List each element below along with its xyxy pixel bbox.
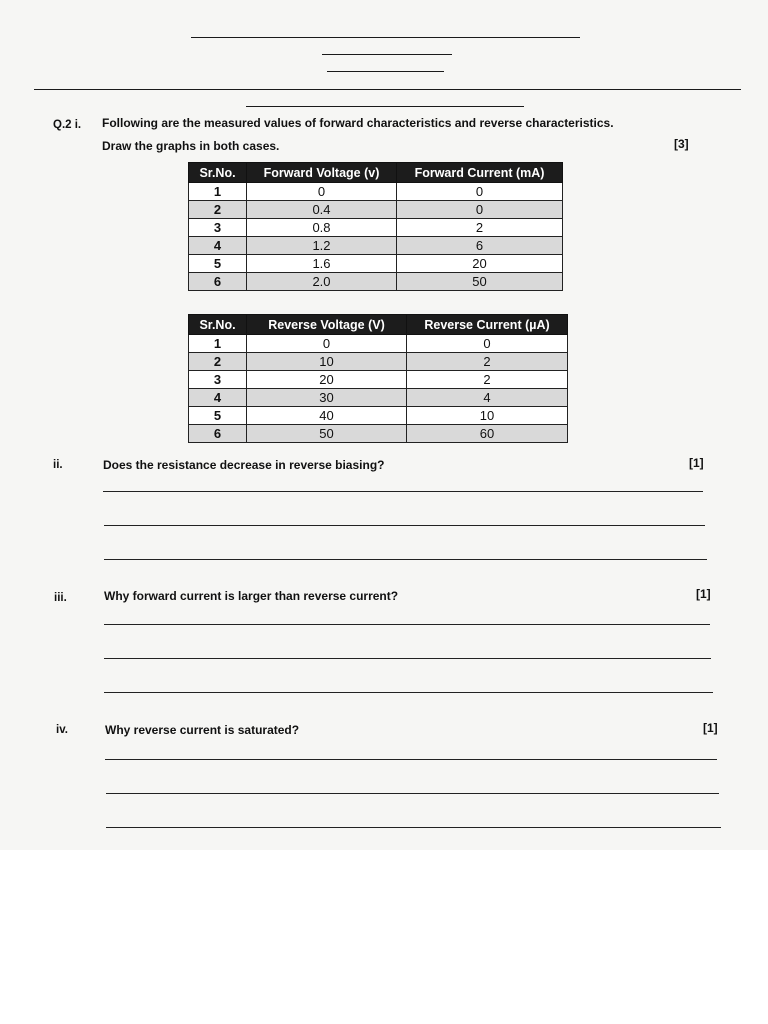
- table-cell: 2.0: [247, 273, 397, 291]
- table-cell: 20: [247, 371, 407, 389]
- answer-line[interactable]: [106, 793, 719, 794]
- table-cell: 50: [397, 273, 563, 291]
- table-cell: 60: [407, 425, 568, 443]
- table-cell: 10: [407, 407, 568, 425]
- table-header: Sr.No.: [189, 315, 247, 335]
- table-cell: 2: [397, 219, 563, 237]
- table-cell: 0: [397, 201, 563, 219]
- answer-line[interactable]: [104, 559, 707, 560]
- answer-line[interactable]: [104, 624, 710, 625]
- table-cell: 2: [189, 353, 247, 371]
- table-cell: 1: [189, 183, 247, 201]
- table-row: [189, 219, 563, 237]
- table-row: [189, 273, 563, 291]
- table-row: [189, 389, 568, 407]
- table-cell: 10: [247, 353, 407, 371]
- question-label: iv.: [56, 724, 68, 736]
- question-label: ii.: [53, 459, 63, 471]
- table-row: [189, 371, 568, 389]
- table-header: Forward Current (mA): [397, 163, 563, 183]
- table-cell: 3: [189, 219, 247, 237]
- marks-badge: [1]: [689, 456, 704, 470]
- table-cell: 40: [247, 407, 407, 425]
- table-cell: 1.2: [247, 237, 397, 255]
- forward-characteristics-table: [188, 162, 563, 291]
- table-header: Reverse Voltage (V): [247, 315, 407, 335]
- table-row: [189, 201, 563, 219]
- table-cell: 4: [189, 389, 247, 407]
- table-cell: 50: [247, 425, 407, 443]
- header-blank-line: [191, 37, 580, 38]
- table-cell: 0: [407, 335, 568, 353]
- question-text: Why reverse current is saturated?: [105, 723, 300, 737]
- table-cell: 4: [189, 237, 247, 255]
- header-divider: [34, 89, 741, 90]
- answer-line[interactable]: [104, 658, 711, 659]
- table-cell: 4: [407, 389, 568, 407]
- answer-line[interactable]: [103, 491, 703, 492]
- table-cell: 5: [189, 255, 247, 273]
- table-cell: 6: [189, 273, 247, 291]
- table-cell: 2: [189, 201, 247, 219]
- table-cell: 2: [407, 371, 568, 389]
- answer-line[interactable]: [106, 827, 721, 828]
- table-cell: 5: [189, 407, 247, 425]
- table-header: Sr.No.: [189, 163, 247, 183]
- table-row: [189, 425, 568, 443]
- table-header: Forward Voltage (v): [247, 163, 397, 183]
- answer-line[interactable]: [104, 525, 705, 526]
- table-row: [189, 353, 568, 371]
- table-cell: 0: [247, 335, 407, 353]
- table-row: [189, 255, 563, 273]
- table-cell: 6: [189, 425, 247, 443]
- table-header: Reverse Current (µA): [407, 315, 568, 335]
- question-label: iii.: [54, 592, 67, 604]
- answer-line[interactable]: [105, 759, 717, 760]
- table-row: [189, 407, 568, 425]
- table-cell: 0: [397, 183, 563, 201]
- header-blank-line: [322, 54, 452, 55]
- table-cell: 0.8: [247, 219, 397, 237]
- table-row: [189, 183, 563, 201]
- table-cell: 1.6: [247, 255, 397, 273]
- table-cell: 2: [407, 353, 568, 371]
- table-cell: 6: [397, 237, 563, 255]
- reverse-characteristics-table: [188, 314, 568, 443]
- table-cell: 20: [397, 255, 563, 273]
- marks-badge: [1]: [703, 721, 718, 735]
- question-subtext: Draw the graphs in both cases.: [102, 139, 280, 153]
- table-cell: 1: [189, 335, 247, 353]
- table-cell: 0: [247, 183, 397, 201]
- marks-badge: [1]: [696, 587, 711, 601]
- table-row: [189, 335, 568, 353]
- table-cell: 0.4: [247, 201, 397, 219]
- header-blank-line: [246, 106, 524, 107]
- table-cell: 3: [189, 371, 247, 389]
- question-text: Does the resistance decrease in reverse biasing?: [103, 458, 385, 472]
- table-row: [189, 237, 563, 255]
- answer-line[interactable]: [104, 692, 713, 693]
- header-blank-line: [327, 71, 444, 72]
- marks-badge: [3]: [674, 137, 689, 151]
- question-text: Why forward current is larger than reverse current?: [104, 589, 399, 603]
- question-label: Q.2 i.: [53, 119, 82, 131]
- table-cell: 30: [247, 389, 407, 407]
- question-text: Following are the measured values of forward characteristics and reverse characteristics.: [102, 116, 614, 130]
